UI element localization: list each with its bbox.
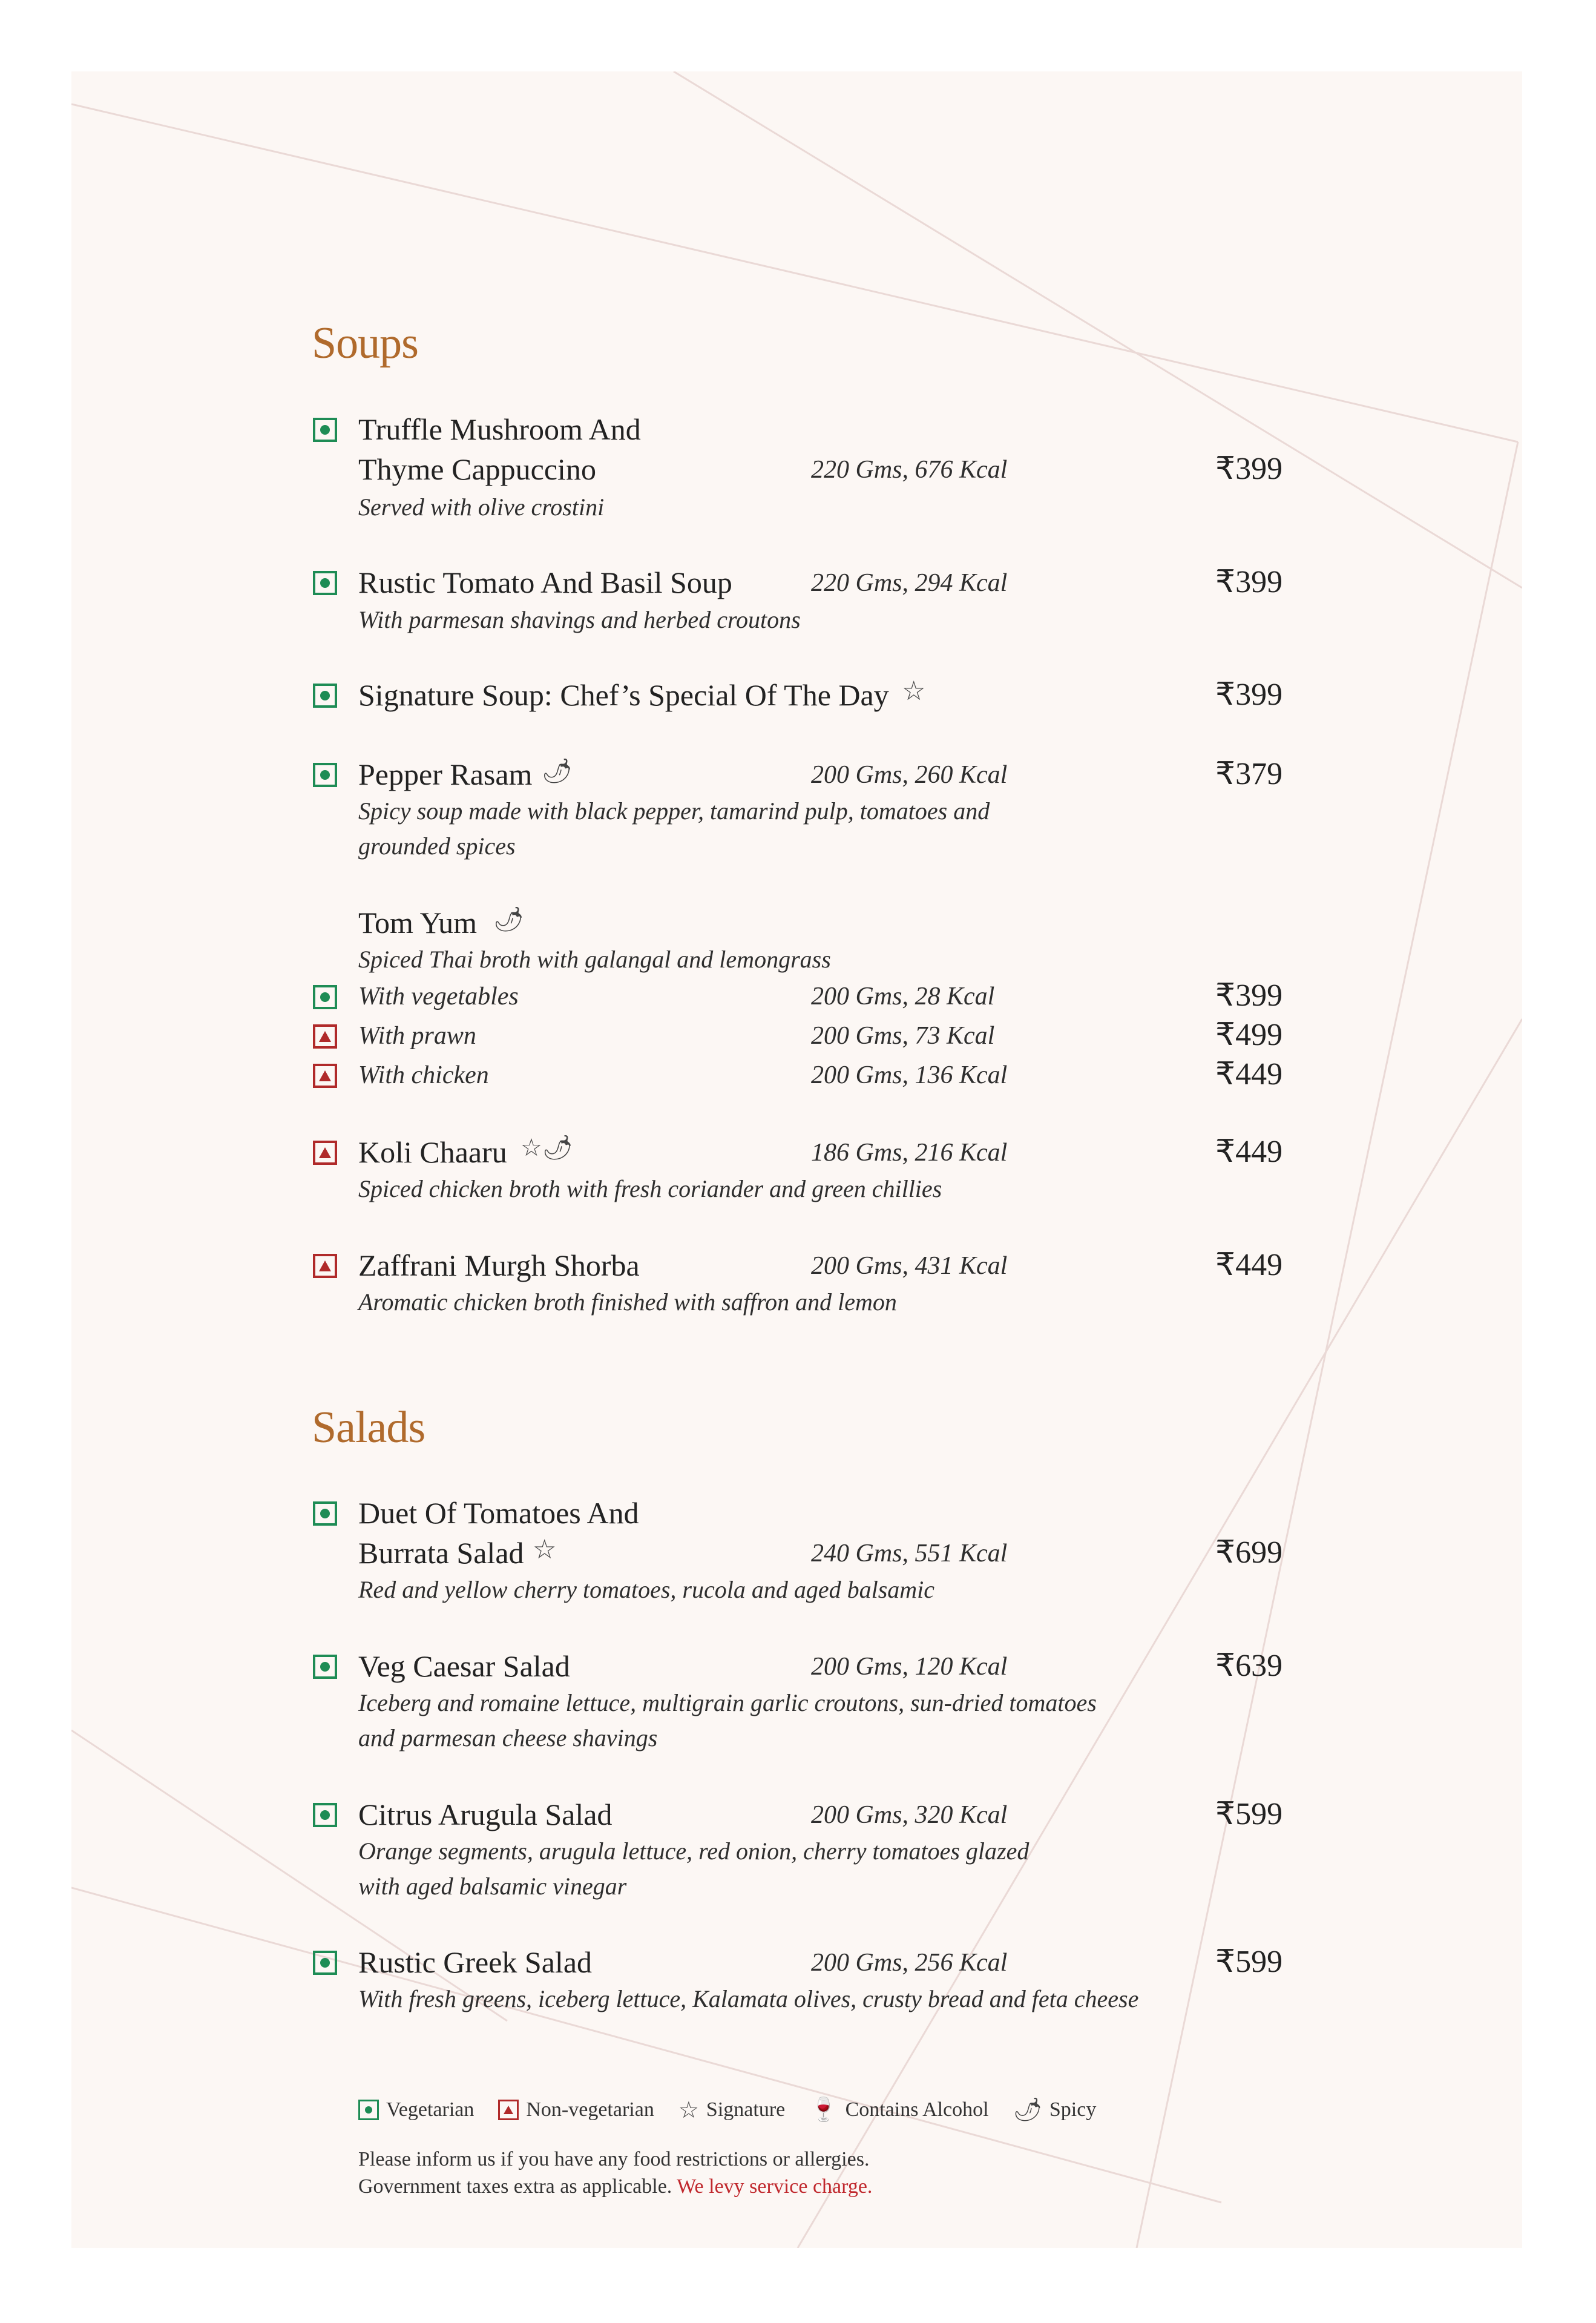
item-meta: 200 Gms, 120 Kcal [811, 1653, 1008, 1681]
item-desc: Orange segments, arugula lettuce, red onion, cherry tomatoes glazed [358, 1837, 1030, 1865]
legend-vegetarian [358, 2098, 474, 2121]
section-heading-salads: Salads [312, 1403, 425, 1452]
variant-meta: 200 Gms, 28 Kcal [811, 983, 995, 1010]
item-name: Koli Chaaru [358, 1135, 507, 1169]
item-price: ₹449 [1215, 1248, 1283, 1282]
item-desc: Red and yellow cherry tomatoes, rucola and aged balsamic [358, 1576, 935, 1603]
item-name: Citrus Arugula Salad [358, 1797, 612, 1831]
item-desc-line2: and parmesan cheese shavings [358, 1724, 658, 1751]
item-meta: 200 Gms, 431 Kcal [811, 1252, 1008, 1280]
legend-nonveg [498, 2098, 654, 2121]
nonveg-icon [313, 1141, 337, 1165]
item-meta: 220 Gms, 676 Kcal [811, 456, 1008, 484]
item-meta: 200 Gms, 256 Kcal [811, 1949, 1008, 1977]
tax-note-text: Government taxes extra as applicable. [358, 2175, 672, 2198]
item-desc: With parmesan shavings and herbed croutons [358, 606, 801, 633]
chilli-icon: 🌶 [493, 906, 524, 934]
item-name: Truffle Mushroom And [358, 412, 641, 446]
item-price: ₹699 [1215, 1535, 1283, 1570]
decorative-lines [71, 71, 1522, 2248]
wine-glass-icon: 🍷 [809, 2096, 838, 2123]
veg-icon [313, 1501, 337, 1526]
item-desc-line2: grounded spices [358, 832, 516, 860]
veg-icon [313, 763, 337, 787]
item-desc: Spiced chicken broth with fresh coriander and green chillies [358, 1175, 942, 1202]
veg-icon [313, 1655, 337, 1679]
legend-label: Signature [706, 2098, 786, 2121]
variant-meta: 200 Gms, 136 Kcal [811, 1061, 1008, 1089]
item-name: Zaffrani Murgh Shorba [358, 1248, 640, 1282]
variant-label: With chicken [358, 1061, 489, 1089]
item-name: Rustic Greek Salad [358, 1945, 593, 1979]
legend-signature [678, 2097, 785, 2123]
chilli-icon: 🌶 [542, 757, 573, 785]
item-name: Tom Yum [358, 906, 478, 940]
item-name: Rustic Tomato And Basil Soup [358, 565, 732, 599]
nonveg-icon [498, 2100, 519, 2120]
item-price: ₹379 [1215, 757, 1283, 791]
legend-label: Spicy [1049, 2098, 1097, 2121]
item-name-line2: Thyme Cappuccino [358, 452, 596, 486]
tax-note [358, 2175, 872, 2198]
variant-label: With vegetables [358, 983, 519, 1010]
nonveg-icon [313, 1024, 337, 1049]
star-outline-icon: ☆ [533, 1534, 557, 1565]
item-meta: 200 Gms, 260 Kcal [811, 761, 1008, 789]
star-outline-icon: ☆ [902, 676, 926, 707]
item-name: Duet Of Tomatoes And [358, 1496, 639, 1530]
legend-label: Vegetarian [386, 2098, 475, 2121]
item-name: Pepper Rasam [358, 757, 533, 791]
veg-icon [313, 1803, 337, 1827]
variant-price: ₹399 [1215, 978, 1283, 1013]
chilli-icon: 🌶 [1013, 2096, 1042, 2123]
item-meta: 186 Gms, 216 Kcal [811, 1139, 1008, 1167]
veg-icon [313, 985, 337, 1009]
item-price: ₹449 [1215, 1135, 1283, 1169]
item-name-line2: Burrata Salad [358, 1536, 524, 1570]
item-desc: Iceberg and romaine lettuce, multigrain garlic croutons, sun-dried tomatoes [358, 1689, 1097, 1716]
variant-price: ₹499 [1215, 1018, 1283, 1052]
item-price: ₹399 [1215, 452, 1283, 486]
veg-icon [313, 1951, 337, 1975]
nonveg-icon [313, 1254, 337, 1278]
star-outline-icon: ☆ [678, 2096, 699, 2123]
item-desc: Served with olive crostini [358, 493, 605, 521]
item-price: ₹599 [1215, 1945, 1283, 1979]
item-name: Signature Soup: Chef’s Special Of The Day [358, 678, 889, 712]
legend-spicy [1013, 2096, 1097, 2123]
veg-icon [313, 418, 337, 442]
item-price: ₹399 [1215, 565, 1283, 599]
legend [358, 2096, 1096, 2123]
item-desc: Aromatic chicken broth finished with saffron and lemon [358, 1288, 897, 1316]
item-desc: Spiced Thai broth with galangal and lemongrass [358, 946, 831, 973]
item-meta: 220 Gms, 294 Kcal [811, 569, 1008, 597]
item-meta: 240 Gms, 551 Kcal [811, 1540, 1008, 1567]
veg-icon [358, 2100, 379, 2120]
item-name: Veg Caesar Salad [358, 1649, 570, 1683]
veg-icon [313, 571, 337, 595]
menu-page [71, 71, 1522, 2248]
item-desc: Spicy soup made with black pepper, tamarind pulp, tomatoes and [358, 797, 990, 825]
legend-label: Contains Alcohol [845, 2098, 989, 2121]
star-outline-icon: ☆🌶 [521, 1134, 573, 1162]
item-price: ₹639 [1215, 1649, 1283, 1683]
veg-icon [313, 684, 337, 708]
item-price: ₹599 [1215, 1797, 1283, 1831]
item-price: ₹399 [1215, 677, 1283, 712]
variant-label: With prawn [358, 1022, 476, 1050]
item-desc-line2: with aged balsamic vinegar [358, 1873, 627, 1900]
item-meta: 200 Gms, 320 Kcal [811, 1801, 1008, 1829]
service-charge-note: We levy service charge. [677, 2175, 873, 2198]
legend-alcohol [809, 2096, 988, 2123]
variant-price: ₹449 [1215, 1057, 1283, 1092]
allergy-note: Please inform us if you have any food restrictions or allergies. [358, 2148, 870, 2170]
section-heading-soups: Soups [312, 318, 418, 368]
item-desc: With fresh greens, iceberg lettuce, Kalamata olives, crusty bread and feta cheese [358, 1985, 1139, 2012]
nonveg-icon [313, 1064, 337, 1088]
legend-label: Non-vegetarian [526, 2098, 654, 2121]
variant-meta: 200 Gms, 73 Kcal [811, 1022, 995, 1050]
